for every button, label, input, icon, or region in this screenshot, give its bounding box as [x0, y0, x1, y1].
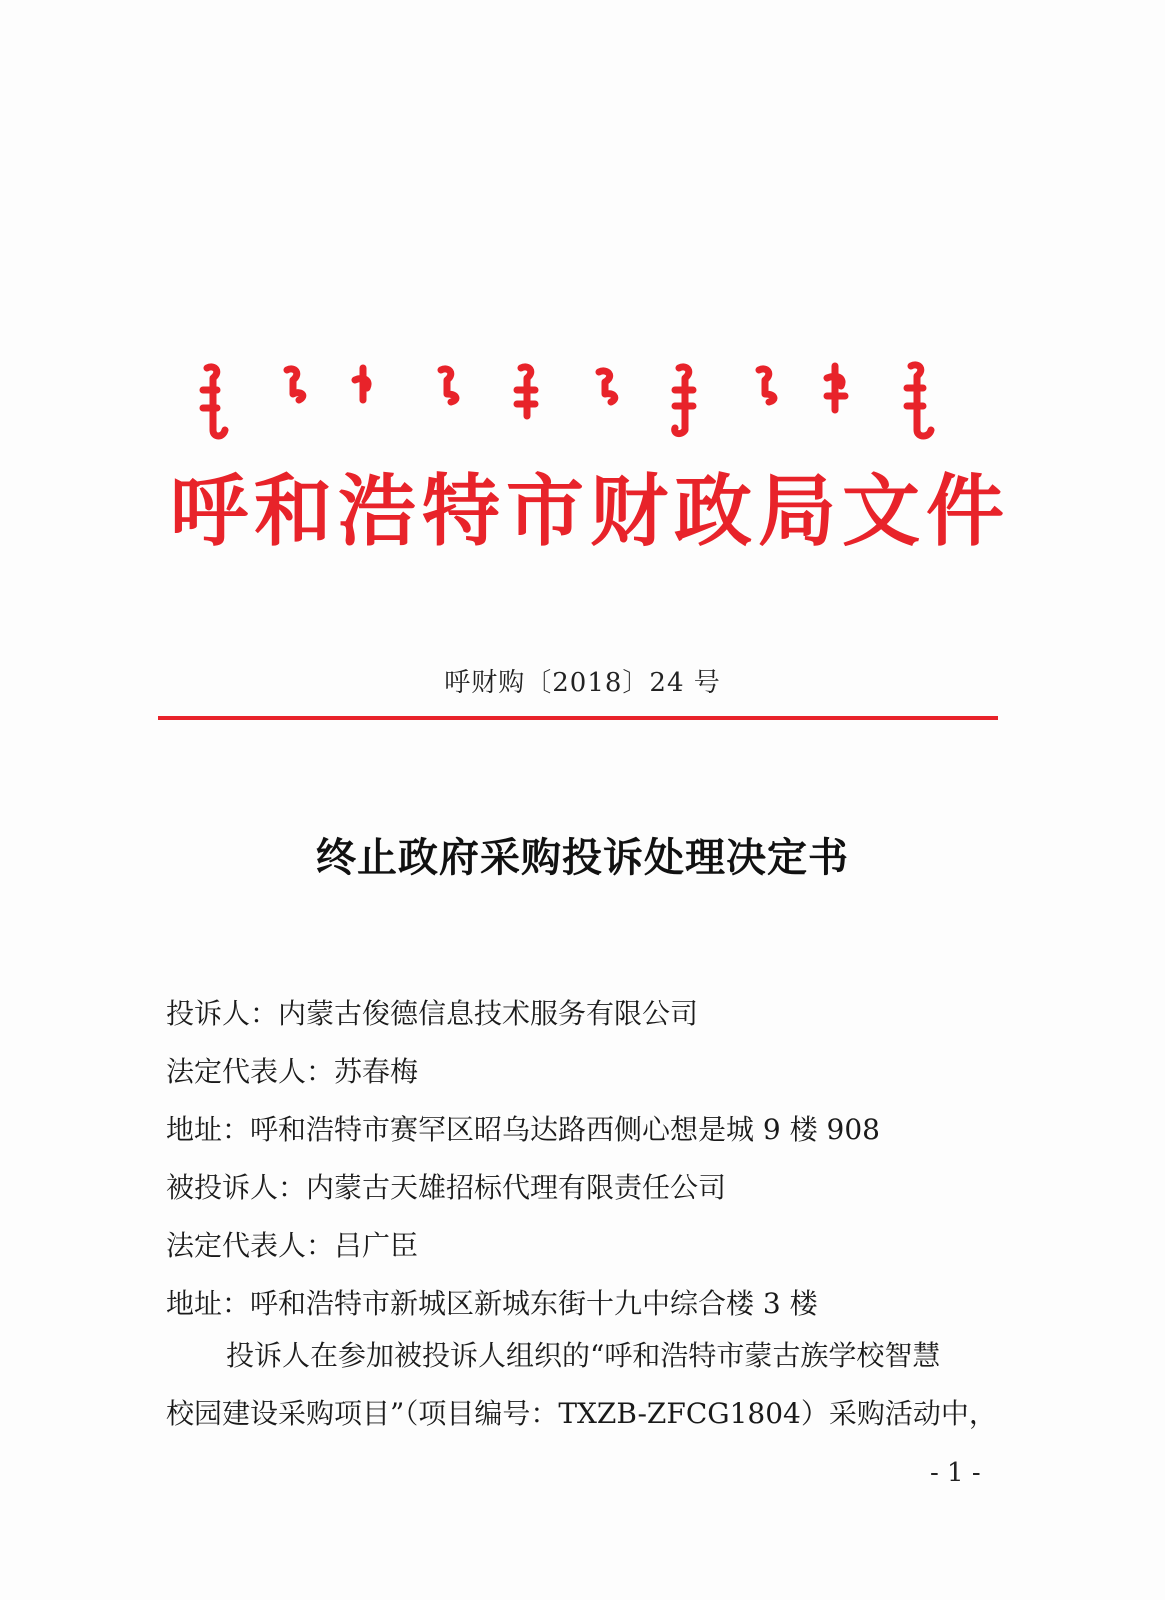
document-number: 呼财购〔2018〕24 号 [444, 668, 721, 698]
document-title: 终止政府采购投诉处理决定书 [316, 834, 849, 881]
paragraph-line: 投诉人在参加被投诉人组织的“呼和浩特市蒙古族学校智慧 [226, 1339, 941, 1372]
mongolian-script-header [195, 360, 965, 450]
respondent-address-line: 地址：呼和浩特市新城区新城东街十九中综合楼 3 楼 [166, 1287, 818, 1320]
issuing-authority-title: 呼和浩特市财政局文件 [170, 467, 1011, 557]
red-separator-line [158, 716, 998, 720]
respondent-line: 被投诉人：内蒙古天雄招标代理有限责任公司 [166, 1171, 727, 1204]
body-paragraph [166, 1327, 1006, 1443]
paragraph-line: 校园建设采购项目”（项目编号：TXZB-ZFCG1804）采购活动中， [166, 1397, 997, 1430]
respondent-representative-line: 法定代表人：吕广臣 [166, 1229, 419, 1262]
page-number: - 1 - [930, 1458, 981, 1488]
mongolian-script-graphic [195, 360, 965, 450]
complainant-address-line: 地址：呼和浩特市赛罕区昭乌达路西侧心想是城 9 楼 908 [166, 1113, 880, 1146]
complainant-representative-line: 法定代表人：苏春梅 [166, 1055, 419, 1088]
party-information [166, 985, 1006, 1333]
complainant-line: 投诉人：内蒙古俊德信息技术服务有限公司 [166, 997, 699, 1030]
